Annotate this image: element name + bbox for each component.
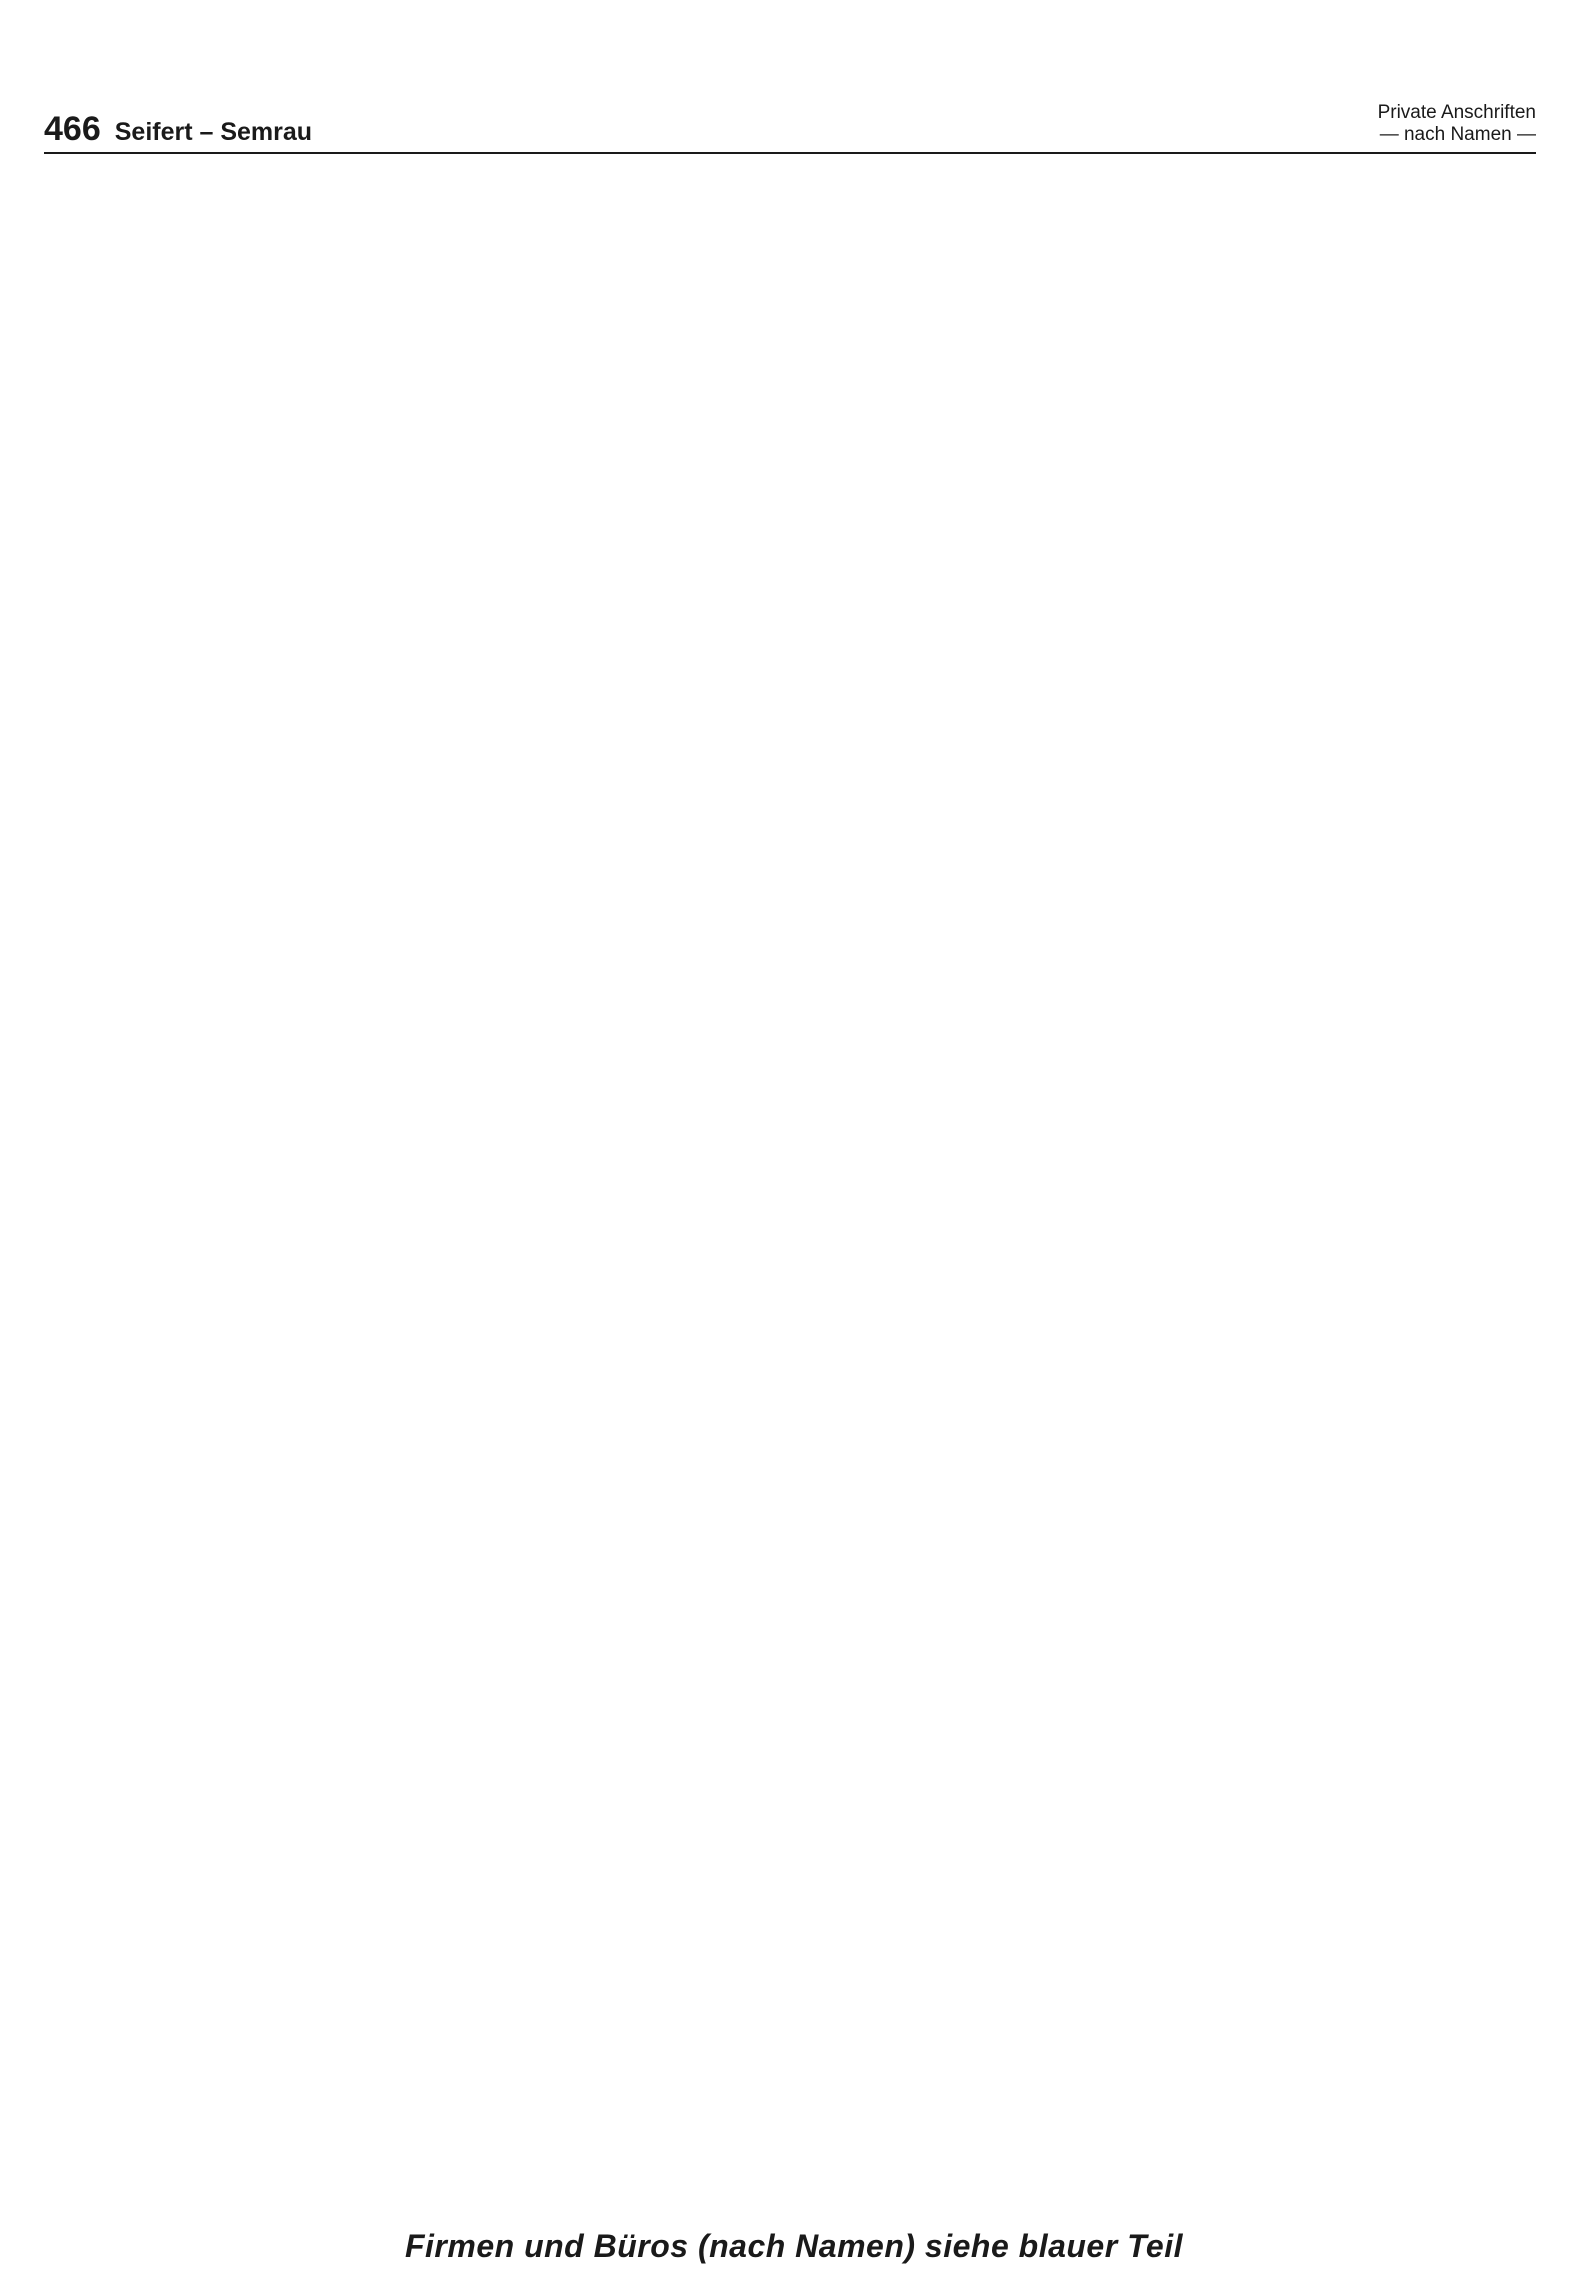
footer-reference-line: Firmen und Büros (nach Namen) siehe blauer Teil bbox=[404, 2228, 1183, 2264]
directory-column-2 bbox=[260, 180, 458, 2190]
running-head: Seifert – Semrau bbox=[114, 118, 313, 146]
directory-column-7 bbox=[1338, 180, 1536, 2190]
directory-columns bbox=[44, 180, 1536, 2190]
section-label-line-1: Private Anschriften bbox=[1377, 102, 1536, 124]
page-header bbox=[44, 96, 1536, 154]
directory-column-4 bbox=[691, 180, 889, 2190]
directory-column-6 bbox=[1123, 180, 1321, 2190]
directory-column-3 bbox=[475, 180, 673, 2190]
directory-column-1 bbox=[44, 180, 242, 2190]
section-label bbox=[1378, 102, 1536, 146]
section-label-line-2: — nach Namen — bbox=[1379, 124, 1536, 146]
page-number: 466 bbox=[44, 110, 101, 148]
header-left bbox=[44, 112, 312, 146]
directory-column-5 bbox=[907, 180, 1105, 2190]
